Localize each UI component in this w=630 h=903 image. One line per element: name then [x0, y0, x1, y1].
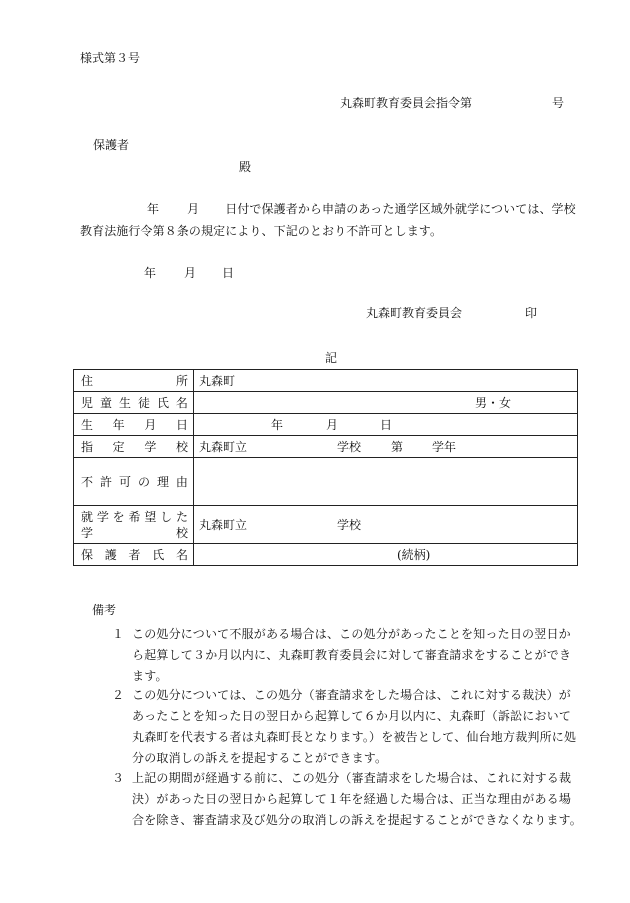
para-month: 月	[187, 202, 200, 216]
gender-choice: 男・女	[475, 395, 512, 410]
reason-value	[194, 458, 578, 506]
date-year: 年	[144, 266, 157, 280]
wished-school-word: 学校	[337, 517, 362, 532]
note-text: この処分について不服がある場合は、この処分があったことを知った日の翌日から起算して３か月以内に、丸森町教育委員会に対して審査請求をすることができます。	[132, 627, 572, 683]
designated-school-label: 指 定 学 校	[74, 436, 194, 458]
note-text: この処分については、この処分（審査請求をした場合は、これに対する裁決）があったことを知った日の翌日から起算して６か月以内に、丸森町（訴訟において丸森町を代表する者は丸森町長となります。）を被告として、仙台地方裁判所に処分の取消しの訴えを提起することができます。	[132, 688, 577, 765]
designated-grade-prefix: 第	[391, 439, 404, 454]
note-number: ３	[112, 771, 125, 785]
detail-table	[73, 369, 578, 566]
wished-school-value	[194, 506, 578, 544]
guardian-name-label: 保 護 者 氏 名	[74, 544, 194, 566]
birth-year: 年	[271, 417, 284, 432]
birth-month: 月	[326, 417, 339, 432]
note-text: 上記の期間が経過する前に、この処分（審査請求をした場合は、これに対する裁決）があった日の翌日から起算して１年を経過した場合は、正当な理由がある場合を除き、審査請求及び処分の取消しの訴えを提起することができなくなります。	[132, 771, 582, 827]
issuer-name: 丸森町教育委員会	[366, 306, 463, 320]
table-row-address	[74, 370, 578, 392]
wished-town: 丸森町立	[199, 517, 248, 532]
child-name-value	[194, 392, 578, 414]
guardian-label: 保護者	[93, 138, 130, 152]
para-year: 年	[147, 202, 160, 216]
directive-number-suffix: 号	[552, 96, 565, 110]
ki-heading: 記	[325, 351, 338, 365]
table-row-reason	[74, 458, 578, 506]
note-item	[112, 624, 582, 687]
wished-school-label: 就 学 を 希 望 し た 学 校	[74, 506, 194, 544]
date-month: 月	[184, 266, 197, 280]
birthdate-label: 生 年 月 日	[74, 414, 194, 436]
form-number: 様式第３号	[80, 51, 141, 65]
table-row-child-name	[74, 392, 578, 414]
table-row-guardian-name	[74, 544, 578, 566]
decision-paragraph	[80, 198, 585, 242]
note-number: １	[112, 627, 125, 641]
seal-mark: 印	[525, 306, 538, 320]
note-item	[112, 768, 582, 831]
honorific: 殿	[239, 160, 252, 174]
para-text: 日付で保護者から申請のあった通学区域外就学については、学校教育法施行令第８条の規定により、下記のとおり不許可とします。	[80, 202, 576, 238]
child-name-label: 児 童 生 徒 氏 名	[74, 392, 194, 414]
table-row-designated-school	[74, 436, 578, 458]
issue-date	[144, 265, 234, 281]
date-day: 日	[222, 266, 235, 280]
designated-school-value	[194, 436, 578, 458]
designated-school-word: 学校	[337, 439, 362, 454]
relationship-label: (続柄)	[397, 547, 431, 562]
directive-number-title: 丸森町教育委員会指令第	[340, 96, 473, 110]
designated-grade-suffix: 学年	[432, 439, 457, 454]
table-row-wished-school	[74, 506, 578, 544]
note-item	[112, 685, 582, 769]
reason-label: 不 許 可 の 理 由	[74, 458, 194, 506]
address-label: 住 所	[74, 370, 194, 392]
guardian-name-value	[194, 544, 578, 566]
address-value: 丸森町	[194, 370, 578, 392]
notes-heading: 備考	[92, 603, 117, 617]
designated-town: 丸森町立	[199, 439, 248, 454]
birthdate-value	[194, 414, 578, 436]
birth-day: 日	[380, 417, 393, 432]
table-row-birthdate	[74, 414, 578, 436]
note-number: ２	[112, 688, 125, 702]
